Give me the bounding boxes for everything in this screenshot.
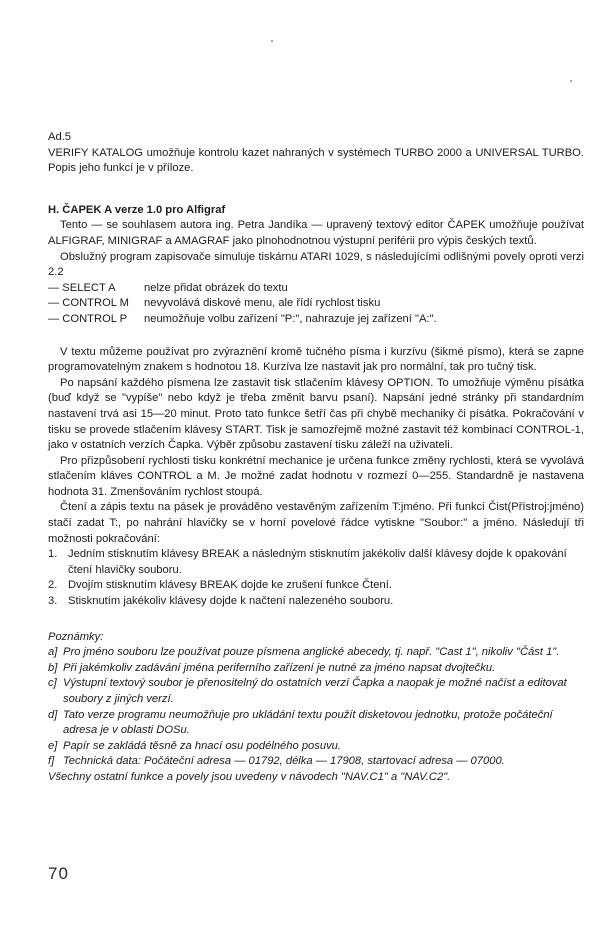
- body-paragraph-italic: V textu můžeme používat pro zvýraznění kromě tučného písma i kurzívu (šikmé písmo), která se zapne programovatelným znakem s hodnotou 18. Kurzíva lze nastavit jak pro normální, tak pro tučný tisk.: [48, 345, 584, 374]
- step-number: 2.: [48, 579, 58, 592]
- note-item: [48, 676, 584, 707]
- notes-block: [48, 630, 584, 786]
- document-page: [48, 130, 584, 786]
- command-key: — CONTROL P: [48, 312, 128, 325]
- ad-label: Ad.5: [48, 131, 72, 143]
- command-desc: nelze přidat obrázek do textu: [144, 281, 288, 294]
- steps-list: [48, 547, 584, 609]
- note-item: [48, 754, 584, 770]
- note-item: [48, 645, 584, 661]
- note-text: Při jakémkoliv zadávání jména periferního zařízení je nutné za jméno napsat dvojtečku.: [63, 661, 496, 674]
- note-text: Tato verze programu neumožňuje pro ukládání textu použít disketovou jednotku, protože počáteční adresa je v oblasti DOSu.: [63, 708, 553, 737]
- step-text: Jedním stisknutím klávesy BREAK a následným stisknutím jakékoliv další klávesy dojde k opakování čtení hlavičky souboru.: [68, 548, 567, 576]
- page-number: 70: [48, 864, 69, 883]
- note-letter: c]: [48, 677, 57, 690]
- list-item: [48, 578, 584, 594]
- intro-paragraph-2: Obslužný program zapisovače simuluje tiskárnu ATARI 1029, s následujícími odlišnými povely oproti verzi 2.2: [48, 250, 584, 279]
- note-letter: a]: [48, 646, 58, 659]
- note-letter: f]: [48, 755, 55, 768]
- note-text: Pro jméno souboru lze používat pouze písmena anglické abecedy, tj. např. "Cast 1", nikoliv "Část 1".: [63, 646, 560, 659]
- list-item: [48, 594, 584, 610]
- command-list: [48, 281, 584, 328]
- command-desc: neumožňuje volbu zařízení "P:", nahrazuje jej zařízení "A:".: [144, 312, 437, 325]
- command-key: — SELECT A: [48, 281, 116, 294]
- body-paragraph-tape: Čtení a zápis textu na pásek je prováděno vestavěným zařízením T:jméno. Při funkci Čist(Přístroj:jméno) stačí zadat T:, po nahrání hlavičky se v horní povelové řádce vytiskne "Soubor:" a jméno. Následují tři možnosti pokračování:: [48, 501, 584, 545]
- note-text: Papír se zakládá těsně za hnací osu podélného posuvu.: [63, 739, 342, 752]
- body-paragraph-speed: Pro přizpůsobení rychlosti tisku konkrétní mechanice je určena funkce změny rychlosti, která se vyvolává stlačením kláves CONTROL a M. Je možné zadat hodnotu v rozmezí 0—255. Standardně je nastavena hodnota 31. Zmenšováním rychlost stoupá.: [48, 454, 584, 498]
- step-text: Stisknutím jakékoliv klávesy dojde k načtení nalezeného souboru.: [68, 595, 394, 608]
- note-text: Technická data: Počáteční adresa — 01792, délka — 17908, startovací adresa — 07000.: [63, 755, 505, 768]
- note-item: [48, 661, 584, 677]
- command-row: [48, 281, 584, 297]
- body-paragraph-option: Po napsání každého písmena lze zastavit tisk stlačením klávesy OPTION. To umožňuje výměnu písátka (buď když se "vypíše" nebo když je třeba změnit barvu psaní). Napsání jedné stránky při standardním nastavení trvá asi 15—20 minut. Proto tato funkce šetří čas při chybě mechaniky či písátka. Pokračování v tisku se provede stlačením klávesy START. Tisk je samozřejmě možné zastavit též kombinací CONTROL-1, jako v ostatních verzích Čapka. Výběr způsobu zastavení tisku záleží na uživateli.: [48, 376, 584, 452]
- note-letter: d]: [48, 708, 58, 721]
- step-number: 3.: [48, 595, 58, 608]
- notes-heading: Poznámky:: [48, 630, 104, 643]
- notes-closing: Všechny ostatní funkce a povely jsou uvedeny v návodech "NAV.C1" a "NAV.C2".: [48, 770, 451, 783]
- note-letter: b]: [48, 661, 58, 674]
- intro-paragraph-1: Tento — se souhlasem autora ing. Petra Jandíka — upravený textový editor ČAPEK umožňuje používat ALFIGRAF, MINIGRAF a AMAGRAF jako plnohodnotnou výstupní periférii pro výpis českých textů.: [48, 219, 584, 247]
- scan-speck: [271, 40, 273, 42]
- section-title: H. ČAPEK A verze 1.0 pro Alfigraf: [48, 203, 226, 216]
- note-item: [48, 708, 584, 739]
- list-item: [48, 547, 584, 578]
- note-item: [48, 739, 584, 755]
- step-text: Dvojím stisknutím klávesy BREAK dojde ke zrušení funkce Čtení.: [68, 579, 392, 592]
- command-desc: nevyvolává diskové menu, ale řídí rychlost tisku: [144, 297, 381, 310]
- ad-text: VERIFY KATALOG umožňuje kontrolu kazet nahraných v systémech TURBO 2000 a UNIVERSAL TURBO. Popis jeho funkcí je v příloze.: [48, 146, 584, 175]
- command-key: — CONTROL M: [48, 297, 130, 310]
- note-text: Výstupní textový soubor je přenositelný do ostatních verzí Čapka a naopak je možné načíst a editovat soubory z jiných verzí.: [63, 677, 567, 705]
- command-row: [48, 312, 584, 328]
- step-number: 1.: [48, 548, 58, 561]
- command-row: [48, 296, 584, 312]
- note-letter: e]: [48, 739, 58, 752]
- scan-speck: [570, 80, 572, 82]
